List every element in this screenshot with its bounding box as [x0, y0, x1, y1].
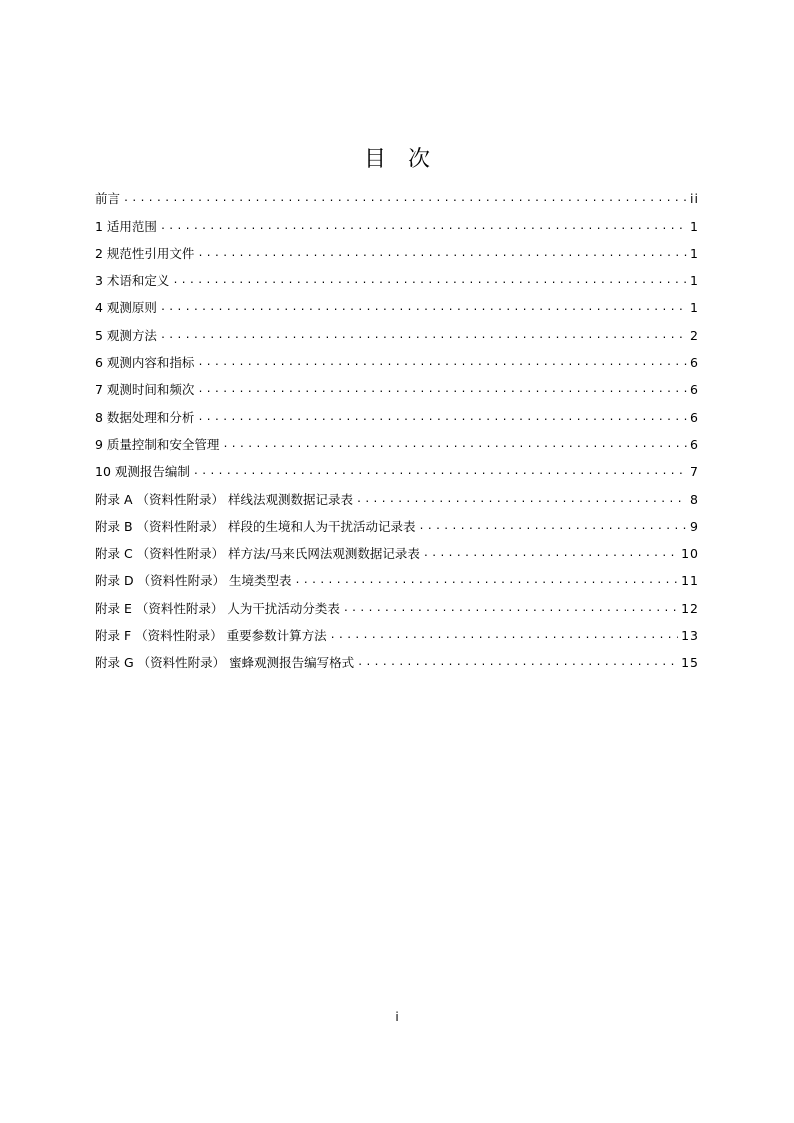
toc-entry-label: 附录 E （资料性附录） 人为干扰活动分类表	[95, 600, 340, 616]
toc-entry-label: 5 观测方法	[95, 327, 157, 343]
toc-entry-3[interactable]	[95, 262, 699, 289]
toc-entry-label: 附录 A （资料性附录） 样线法观测数据记录表	[95, 491, 353, 507]
toc-entry-page: 6	[690, 436, 699, 452]
toc-leader-dots	[357, 656, 678, 671]
toc-leader-dots	[160, 301, 687, 316]
toc-entry-9[interactable]	[95, 426, 699, 453]
toc-entry-appendix-c[interactable]	[95, 535, 699, 562]
toc-entry-page: ii	[690, 191, 699, 207]
toc-entry-page: 6	[690, 409, 699, 425]
toc-leader-dots	[160, 220, 687, 235]
toc-entry-label: 9 质量控制和安全管理	[95, 436, 220, 452]
toc-leader-dots	[172, 274, 687, 289]
toc-entry-page: 12	[681, 600, 699, 616]
toc-entry-page: 2	[690, 327, 699, 343]
toc-entry-label: 2 规范性引用文件	[95, 245, 195, 261]
toc-entry-appendix-g[interactable]	[95, 644, 699, 671]
toc-entry-page: 10	[681, 546, 699, 562]
toc-entry-appendix-b[interactable]	[95, 508, 699, 535]
toc-entry-appendix-e[interactable]	[95, 589, 699, 616]
page-number: i	[395, 1010, 399, 1024]
toc-entry-label: 6 观测内容和指标	[95, 355, 195, 371]
toc-entry-appendix-a[interactable]	[95, 480, 699, 507]
toc-leader-dots	[197, 356, 687, 371]
toc-leader-dots	[419, 520, 688, 535]
toc-entry-page: 1	[690, 273, 699, 289]
toc-leader-dots	[343, 602, 678, 617]
page-title: 目次	[363, 147, 452, 172]
toc-entry-label: 附录 G （资料性附录） 蜜蜂观测报告编写格式	[95, 655, 355, 671]
toc-leader-dots	[160, 329, 687, 344]
toc-entry-page: 8	[690, 491, 699, 507]
toc-entry-page: 9	[690, 518, 699, 534]
toc-leader-dots	[197, 247, 687, 262]
toc-entry-foreword[interactable]	[95, 180, 699, 207]
toc-entry-7[interactable]	[95, 371, 699, 398]
toc-entry-1[interactable]	[95, 207, 699, 234]
toc-entry-page: 6	[690, 382, 699, 398]
toc-entry-page: 7	[690, 464, 699, 480]
toc-leader-dots	[356, 493, 687, 508]
toc-entry-label: 附录 B （资料性附录） 样段的生境和人为干扰活动记录表	[95, 518, 416, 534]
toc-entry-page: 1	[690, 245, 699, 261]
toc-entry-appendix-f[interactable]	[95, 617, 699, 644]
toc-leader-dots	[423, 547, 678, 562]
toc-leader-dots	[123, 192, 687, 207]
toc-entry-page: 15	[681, 655, 699, 671]
toc-entry-label: 10 观测报告编制	[95, 464, 190, 480]
toc-entry-label: 附录 D （资料性附录） 生境类型表	[95, 573, 292, 589]
toc-entry-10[interactable]	[95, 453, 699, 480]
table-of-contents	[95, 180, 699, 671]
toc-leader-dots	[193, 465, 687, 480]
toc-entry-label: 7 观测时间和频次	[95, 382, 195, 398]
toc-entry-page: 1	[690, 218, 699, 234]
toc-entry-label: 4 观测原则	[95, 300, 157, 316]
toc-entry-label: 8 数据处理和分析	[95, 409, 195, 425]
toc-entry-5[interactable]	[95, 316, 699, 343]
toc-leader-dots	[197, 411, 687, 426]
toc-entry-2[interactable]	[95, 235, 699, 262]
toc-entry-page: 13	[681, 628, 699, 644]
toc-entry-page: 1	[690, 300, 699, 316]
toc-entry-page: 6	[690, 355, 699, 371]
toc-entry-page: 11	[681, 573, 699, 589]
toc-leader-dots	[295, 574, 679, 589]
toc-entry-label: 附录 F （资料性附录） 重要参数计算方法	[95, 628, 327, 644]
toc-entry-6[interactable]	[95, 344, 699, 371]
toc-leader-dots	[222, 438, 687, 453]
toc-leader-dots	[330, 629, 678, 644]
toc-entry-label: 附录 C （资料性附录） 样方法/马来氏网法观测数据记录表	[95, 546, 420, 562]
toc-entry-appendix-d[interactable]	[95, 562, 699, 589]
toc-entry-label: 1 适用范围	[95, 218, 157, 234]
toc-entry-4[interactable]	[95, 289, 699, 316]
toc-entry-8[interactable]	[95, 398, 699, 425]
toc-entry-label: 前言	[95, 191, 121, 207]
toc-leader-dots	[197, 383, 687, 398]
toc-entry-label: 3 术语和定义	[95, 273, 170, 289]
